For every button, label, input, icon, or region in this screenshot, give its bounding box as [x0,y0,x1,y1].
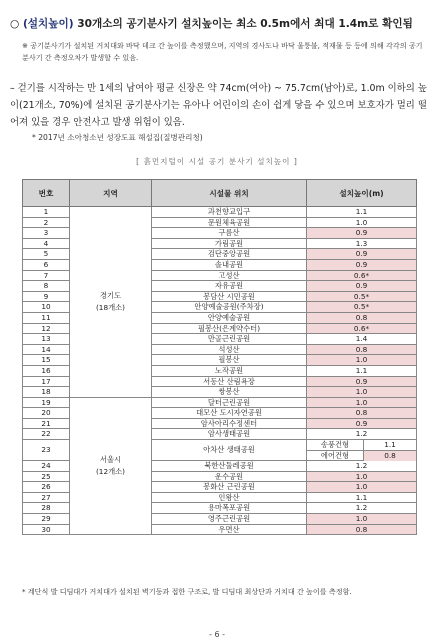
row-number: 14 [23,344,70,355]
facility-location: 봉담산 시민공원 [152,291,307,302]
install-height: 0.8 [307,524,417,535]
install-height: 1.3 [307,238,417,249]
section-heading [10,16,430,31]
row-number: 8 [23,281,70,292]
facility-location: 안양예술공원 [152,312,307,323]
facility-location-split [152,440,307,461]
install-height: 1.0 [307,355,417,366]
install-height: 0.9 [307,259,417,270]
row-number: 9 [23,291,70,302]
region-cell [70,397,152,535]
row-number: 19 [23,397,70,408]
type-column [307,440,364,460]
install-height: 0.5* [307,302,417,313]
table-row [23,207,417,218]
table-footnote: * 계단식 발 디딤대가 거치대가 설치된 벽기둥과 접한 구조로, 발 디딤대 최상단과 거치대 간 높이를 측정함. [22,587,352,596]
height-values [364,440,416,460]
row-number: 6 [23,259,70,270]
measurement-note: ※ 공기분사기가 설치된 거치대와 바닥 데크 간 높이를 측정했으며, 지역의 경사도나 바닥 울퉁불, 적재물 등 등에 의해 각각의 공기분사기 간 측정오차가 발생할 수 있음. [22,41,423,62]
row-number: 3 [23,228,70,239]
install-height: 1.4 [307,334,417,345]
row-number: 22 [23,429,70,440]
row-number: 21 [23,418,70,429]
table-header-row [23,180,417,207]
facility-location: 운수공원 [152,471,307,482]
install-height: 1.0 [307,387,417,398]
header-region: 지역 [70,180,152,207]
row-number: 16 [23,365,70,376]
install-height: 1.1 [364,440,416,451]
row-number: 15 [23,355,70,366]
row-number: 23 [23,440,70,461]
facility-location: 문원체육공원 [152,217,307,228]
row-number: 29 [23,514,70,525]
type-blower: 송풍건형 [307,440,363,451]
row-number: 5 [23,249,70,260]
install-height: 1.2 [307,503,417,514]
type-airgun: 에어건형 [320,451,350,461]
row-number: 27 [23,492,70,503]
install-height: 1.1 [307,207,417,218]
region-name: 경기도 [99,290,122,300]
source-note: * 2017년 소아청소년 성장도표 해설집(질병관리청) [32,133,203,142]
install-height: 0.5* [307,291,417,302]
facility-location: 북한산둘레공원 [152,461,307,472]
facility-location: 쌍봉산 [152,387,307,398]
install-height: 1.2 [307,429,417,440]
row-number: 17 [23,376,70,387]
install-height: 1.0 [307,397,417,408]
install-height-split [307,440,417,461]
install-height: 0.9 [307,376,417,387]
install-height: 0.9 [307,228,417,239]
row-number: 28 [23,503,70,514]
row-number: 24 [23,461,70,472]
height-table [22,179,417,535]
heading-label: (설치높이) [22,18,74,30]
region-count: (18개소) [95,302,126,312]
facility-location: 대모산 도시자연공원 [152,408,307,419]
facility-location: 검단중앙공원 [152,249,307,260]
row-number: 10 [23,302,70,313]
row-number: 4 [23,238,70,249]
row-number: 7 [23,270,70,281]
header-location: 시설물 위치 [152,180,307,207]
install-height: 0.6* [307,323,417,334]
row-number: 12 [23,323,70,334]
row-number: 2 [23,217,70,228]
body-paragraph: – 걷기를 시작하는 만 1세의 남여아 평균 신장은 약 74cm(여아) ~ 75.7cm(남아)로, 1.0m 이하의 높이(21개소, 70%)에 설치된 공기분사기는 유아나 어린이의 손이 쉽게 닿을 수 있으며 보호자가 멀리 떨어져 있을 경우 안전사고 발생 위험이 있음. [10,83,427,128]
facility-location: 안양예술공원(주차장) [152,302,307,313]
facility-location: 필봉산 [152,355,307,366]
install-height: 0.8 [307,344,417,355]
facility-location: 서동산 산림욕장 [152,376,307,387]
facility-location: 석성산 [152,344,307,355]
bullet-icon: ○ [10,18,20,30]
install-height: 0.8 [364,451,416,461]
install-height: 0.9 [307,418,417,429]
install-height: 1.0 [307,514,417,525]
facility-location: 암사생태공원 [152,429,307,440]
region-count: (12개소) [95,466,126,476]
table-caption: [ 흙먼지털이 시설 공기 분사기 설치높이 ] [136,157,298,166]
heading-text: 30개소의 공기분사기 설치높이는 최소 0.5m에서 최대 1.4m로 확인됨 [73,18,413,30]
facility-location: 과천향교입구 [152,207,307,218]
facility-location: 봉화산 근린공원 [152,482,307,493]
facility-location: 구름산 [152,228,307,239]
facility-location: 달터근린공원 [152,397,307,408]
install-height: 1.1 [307,492,417,503]
page-number: - 6 - [209,630,225,639]
install-height: 0.9 [307,249,417,260]
install-height: 1.0 [307,482,417,493]
facility-location: 필봉산(은계약수터) [152,323,307,334]
facility-location: 인왕산 [152,492,307,503]
facility-location: 만골근린공원 [152,334,307,345]
facility-location: 가림공원 [152,238,307,249]
install-height: 1.2 [307,461,417,472]
row-number: 25 [23,471,70,482]
facility-location: 영주근린공원 [152,514,307,525]
row-number: 13 [23,334,70,345]
install-height: 0.9 [307,281,417,292]
facility-location: 아차산 생태공원 [203,445,255,455]
header-no: 번호 [23,180,70,207]
row-number: 26 [23,482,70,493]
facility-location: 우면산 [152,524,307,535]
row-number: 20 [23,408,70,419]
region-name: 서울시 [99,454,122,464]
install-height: 0.8 [307,312,417,323]
facility-location: 솔내공원 [152,259,307,270]
facility-location: 암사아리수정센터 [152,418,307,429]
install-height: 0.6* [307,270,417,281]
install-height: 1.1 [307,365,417,376]
row-number: 30 [23,524,70,535]
row-number: 18 [23,387,70,398]
region-cell [70,207,152,398]
facility-location: 자유공원 [152,281,307,292]
install-height: 0.8 [307,408,417,419]
row-number: 1 [23,207,70,218]
facility-location: 고성산 [152,270,307,281]
facility-location: 용마폭포공원 [152,503,307,514]
row-number: 11 [23,312,70,323]
header-height: 설치높이(m) [307,180,417,207]
facility-location: 노작공원 [152,365,307,376]
install-height: 1.0 [307,471,417,482]
install-height: 1.0 [307,217,417,228]
table-row [23,397,417,408]
